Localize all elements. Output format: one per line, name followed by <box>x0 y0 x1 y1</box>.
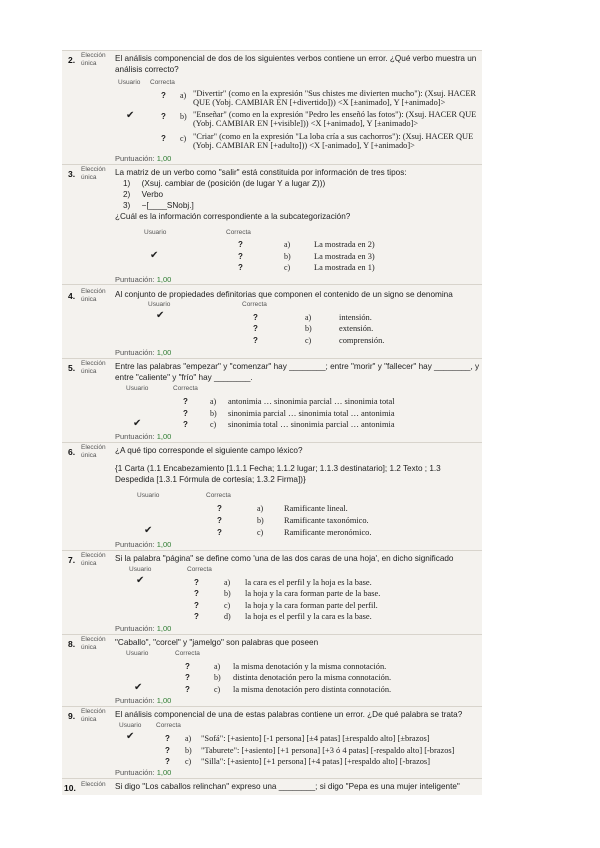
user-column-header: Usuario <box>126 650 149 657</box>
option-letter: c) <box>257 528 264 537</box>
selected-check-icon: ✔ <box>126 110 135 121</box>
correct-marker: ? <box>185 662 190 671</box>
question-type: Elección única <box>81 552 106 567</box>
question-3 <box>62 164 482 285</box>
selected-check-icon: ✔ <box>144 525 153 536</box>
selected-check-icon: ✔ <box>150 250 159 261</box>
option-text: sinonimia parcial … sinonimia total … antonimia <box>228 409 395 418</box>
option-letter: c) <box>210 420 217 429</box>
question-body <box>115 361 480 383</box>
correct-marker: ? <box>194 589 199 598</box>
correct-marker: ? <box>183 409 188 418</box>
selected-check-icon: ✔ <box>134 682 143 693</box>
correct-marker: ? <box>165 757 170 766</box>
question-stem: "Caballo", "corcel" y "jamelgo" son palabras que poseen <box>115 638 319 647</box>
question-7 <box>62 550 482 635</box>
question-5 <box>62 358 482 443</box>
question-2 <box>62 50 482 165</box>
question-number: 3. <box>68 169 76 179</box>
option-letter: d) <box>224 612 231 621</box>
correct-marker: ? <box>183 397 188 406</box>
question-4 <box>62 284 482 359</box>
question-stem: El análisis componencial de una de estas palabras contiene un error. ¿De qué palabra se trata? <box>115 710 463 719</box>
correct-marker: ? <box>194 601 199 610</box>
option-text: "Taburete": [+asiento] [+1 persona] [+3 ó 4 patas] [-respaldo alto] [-brazos] <box>201 746 455 755</box>
option-letter: a) <box>284 240 291 249</box>
question-number: 2. <box>68 55 76 65</box>
question-body <box>115 637 480 648</box>
question-stem: Si digo "Los caballos relinchan" expreso una ________; si digo "Pepa es una mujer inteligente" <box>115 782 460 791</box>
user-column-header: Usuario <box>144 229 167 236</box>
correct-marker: ? <box>238 252 243 261</box>
question-stem: ¿A qué tipo corresponde el siguiente campo léxico? <box>115 446 303 455</box>
correct-column-header: Correcta <box>150 79 175 86</box>
option-letter: b) <box>180 112 187 121</box>
correct-marker: ? <box>238 240 243 249</box>
correct-marker: ? <box>238 263 243 272</box>
correct-marker: ? <box>217 516 222 525</box>
question-number: 4. <box>68 291 76 301</box>
user-column-header: Usuario <box>137 492 160 499</box>
question-type: Elección única <box>81 288 106 303</box>
question-type: Elección única <box>81 360 106 375</box>
option-text: la misma denotación y la misma connotación. <box>233 662 387 671</box>
question-body <box>115 553 480 564</box>
correct-marker: ? <box>253 324 258 333</box>
option-text: "Silla": [+asiento] [+1 persona] [+4 patas] [+respaldo alto] [-brazos] <box>201 757 430 766</box>
question-type: Elección única <box>81 636 106 651</box>
question-detail: {1 Carta (1.1 Encabezamiento [1.1.1 Fecha; 1.1.2 lugar; 1.1.3 destinatario]; 1.2 Texto ; 1.3 Despedida [1.3.1 Fórmula de cortesía; 1.3.2 Firma])} <box>115 464 441 484</box>
enum-item: 2) Verbo <box>123 190 164 199</box>
option-text: sinonimia total … sinonimia parcial … antonimia <box>228 420 395 429</box>
option-text: comprensión. <box>339 336 385 345</box>
correct-marker: ? <box>161 134 166 143</box>
correct-marker: ? <box>217 504 222 513</box>
option-text: distinta denotación pero la misma connotación. <box>233 673 392 682</box>
question-body <box>115 167 480 222</box>
option-text: La mostrada en 3) <box>314 252 375 261</box>
question-9 <box>62 706 482 779</box>
correct-marker: ? <box>185 673 190 682</box>
score: Puntuación: 1,00 <box>115 768 172 777</box>
correct-column-header: Correcta <box>175 650 200 657</box>
option-letter: a) <box>210 397 217 406</box>
option-letter: c) <box>305 336 312 345</box>
enum-item: 3) −[____SNobj.] <box>123 201 194 210</box>
question-type: Elección <box>81 781 106 788</box>
option-text: la hoja y la cara forman parte de la base. <box>245 589 381 598</box>
question-stem: Al conjunto de propiedades definitorias que componen el contenido de un signo se denomina <box>115 290 453 299</box>
user-column-header: Usuario <box>119 722 142 729</box>
question-body <box>115 709 480 720</box>
user-column-header: Usuario <box>129 566 152 573</box>
option-text: La mostrada en 2) <box>314 240 375 249</box>
user-column-header: Usuario <box>148 301 171 308</box>
correct-marker: ? <box>165 734 170 743</box>
option-text: "Sofá": [+asiento] [-1 persona] [±4 patas] [±respaldo alto] [±brazos] <box>201 734 430 743</box>
question-number: 5. <box>68 363 76 373</box>
option-letter: b) <box>257 516 264 525</box>
user-column-header: Usuario <box>126 385 149 392</box>
question-body <box>115 53 480 75</box>
option-text: la cara es el perfil y la hoja es la base. <box>245 578 372 587</box>
option-letter: c) <box>214 685 221 694</box>
score: Puntuación: 1,00 <box>115 540 172 549</box>
option-letter: b) <box>224 589 231 598</box>
correct-column-header: Correcta <box>242 301 267 308</box>
option-letter: a) <box>180 91 187 100</box>
score: Puntuación: 1,00 <box>115 154 172 163</box>
option-text: la hoja y la cara forman parte del perfil. <box>245 601 378 610</box>
correct-marker: ? <box>194 612 199 621</box>
score: Puntuación: 1,00 <box>115 624 172 633</box>
question-type: Elección única <box>81 52 106 67</box>
option-letter: c) <box>185 757 192 766</box>
option-letter: b) <box>210 409 217 418</box>
selected-check-icon: ✔ <box>126 731 135 742</box>
correct-marker: ? <box>185 685 190 694</box>
option-text: antonimia … sinonimia parcial … sinonimia total <box>228 397 395 406</box>
option-letter: a) <box>185 734 192 743</box>
option-letter: a) <box>224 578 231 587</box>
question-10 <box>62 778 482 795</box>
correct-marker: ? <box>217 528 222 537</box>
score: Puntuación: 1,00 <box>115 348 172 357</box>
score: Puntuación: 1,00 <box>115 432 172 441</box>
option-letter: a) <box>305 313 312 322</box>
question-6 <box>62 442 482 551</box>
correct-column-header: Correcta <box>206 492 231 499</box>
question-type: Elección única <box>81 166 106 181</box>
question-body <box>115 781 480 792</box>
option-letter: c) <box>224 601 231 610</box>
question-number: 6. <box>68 447 76 457</box>
option-text: La mostrada en 1) <box>314 263 375 272</box>
option-text: la hoja es el perfil y la cara es la base. <box>245 612 372 621</box>
option-letter: c) <box>284 263 291 272</box>
correct-marker: ? <box>253 336 258 345</box>
option-text: "Divertir" (como en la expresión "Sus chistes me divierten mucho"): (Xsuj. HACER QUE (Yobj. CAMBIAR EN [+divertido])) <X [±animado], Y [+animado]> <box>193 89 477 107</box>
score: Puntuación: 1,00 <box>115 696 172 705</box>
option-letter: b) <box>284 252 291 261</box>
question-type: Elección única <box>81 708 106 723</box>
correct-marker: ? <box>161 112 166 121</box>
option-letter: b) <box>305 324 312 333</box>
question-number: 8. <box>68 639 76 649</box>
correct-column-header: Correcta <box>226 229 251 236</box>
question-body <box>115 445 480 485</box>
option-letter: b) <box>214 673 221 682</box>
option-letter: c) <box>180 134 187 143</box>
option-text: Ramificante taxonómico. <box>284 516 369 525</box>
correct-marker: ? <box>253 313 258 322</box>
correct-column-header: Correcta <box>187 566 212 573</box>
question-stem: Si la palabra "página" se define como 'una de las dos caras de una hoja', en dicho significado <box>115 554 454 563</box>
question-stem: El análisis componencial de dos de los siguientes verbos contiene un error. ¿Qué verbo muestra un análisis correcto? <box>115 54 477 74</box>
correct-column-header: Correcta <box>173 385 198 392</box>
question-stem: La matriz de un verbo como "salir" está constituida por información de tres tipos: <box>115 168 407 177</box>
selected-check-icon: ✔ <box>136 575 145 586</box>
question-8 <box>62 634 482 707</box>
option-letter: b) <box>185 746 192 755</box>
option-text: "Criar" (como en la expresión "La loba cría a sus cachorros"): (Xsuj. HACER QUE (Yobj. CAMBIAR EN [+adulto])) <X [-animado], Y [+animado]> <box>193 132 474 150</box>
question-subquestion: ¿Cuál es la información correspondiente a la subcategorización? <box>115 212 351 221</box>
option-text: intensión. <box>339 313 372 322</box>
correct-marker: ? <box>183 420 188 429</box>
score: Puntuación: 1,00 <box>115 275 172 284</box>
option-text: Ramificante lineal. <box>284 504 348 513</box>
question-number: 7. <box>68 555 76 565</box>
option-text: la misma denotación pero distinta connotación. <box>233 685 392 694</box>
question-type: Elección única <box>81 444 106 459</box>
question-number: 9. <box>68 711 76 721</box>
correct-marker: ? <box>194 578 199 587</box>
correct-column-header: Correcta <box>156 722 181 729</box>
option-text: "Enseñar" (como en la expresión "Pedro les enseñó las fotos"): (Xsuj. HACER QUE (Yobj. CAMBIAR EN [+visible])) <X [+animado], Y [±animado]> <box>193 110 477 128</box>
selected-check-icon: ✔ <box>133 418 142 429</box>
question-stem: Entre las palabras "empezar" y "comenzar" hay ________; entre "morir" y "fallecer" hay ________, y entre "caliente" y "frío" hay ________. <box>115 362 480 382</box>
user-column-header: Usuario <box>118 79 141 86</box>
option-text: extensión. <box>339 324 374 333</box>
option-letter: a) <box>257 504 264 513</box>
option-letter: a) <box>214 662 221 671</box>
question-body <box>115 289 480 300</box>
option-text: Ramificante meronómico. <box>284 528 372 537</box>
correct-marker: ? <box>165 746 170 755</box>
enum-item: 1) (Xsuj. cambiar de (posición (de lugar Y a lugar Z))) <box>123 179 326 188</box>
selected-check-icon: ✔ <box>156 310 165 321</box>
question-number: 10. <box>64 783 76 793</box>
correct-marker: ? <box>161 91 166 100</box>
